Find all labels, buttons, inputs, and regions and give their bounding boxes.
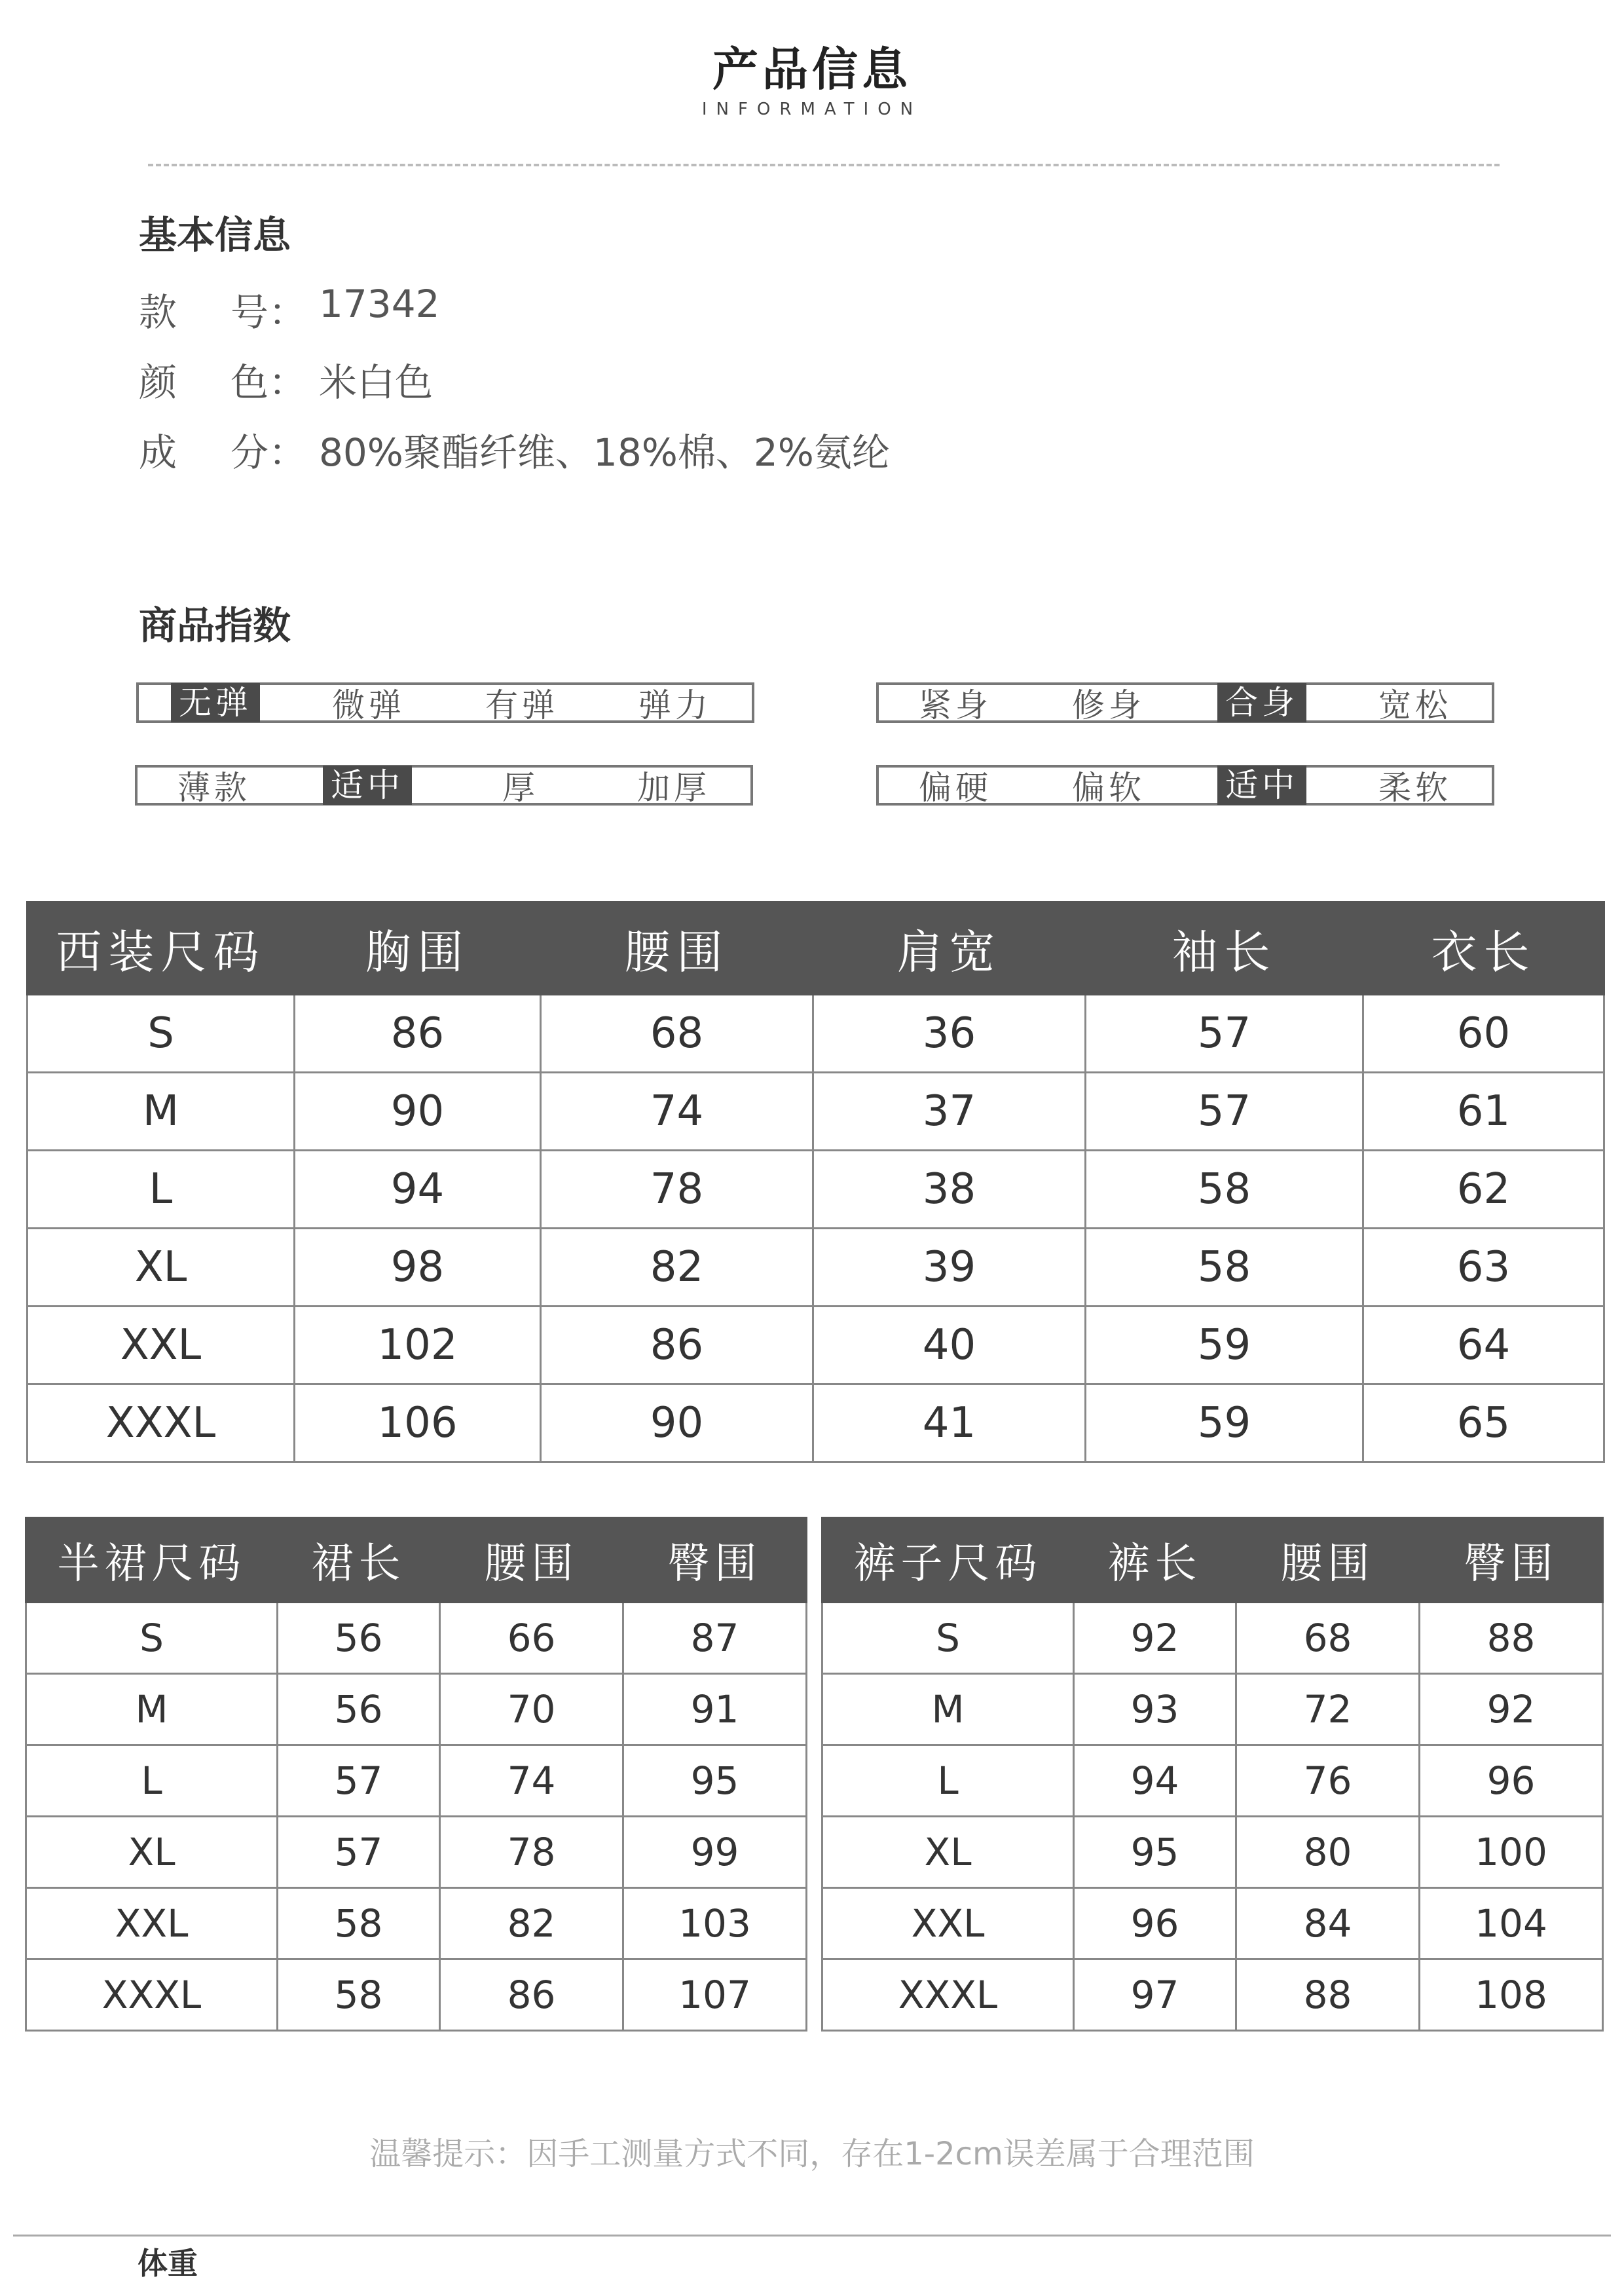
table-cell: 57 [278,1817,440,1888]
table-row [26,1817,807,1888]
table-cell: 56 [278,1603,440,1674]
table-cell: 57 [1086,995,1363,1073]
pants-size-table [821,1517,1604,2032]
info-row-composition [139,422,890,477]
info-value-color: 米白色 [319,360,434,405]
table-cell: 68 [541,995,813,1073]
table-cell: 40 [813,1307,1086,1384]
table-cell: 88 [1420,1603,1603,1674]
table-cell: XL [26,1817,278,1888]
table-cell: 108 [1420,1959,1603,2031]
table-cell: 72 [1236,1674,1420,1745]
fit-option: 紧身 [919,686,992,724]
page-subtitle: INFORMATION [701,100,923,119]
info-value-composition: 80%聚酯纤维、18%棉、2%氨纶 [319,430,890,475]
column-header: 裤长 [1074,1518,1236,1603]
table-cell: 64 [1363,1307,1604,1384]
column-header: 胸围 [295,902,541,995]
table-cell: M [822,1674,1074,1745]
thickness-option-selected: 适中 [291,768,444,803]
table-cell: 59 [1086,1307,1363,1384]
table-cell: 65 [1363,1384,1604,1462]
page-title: 产品信息 [712,43,912,96]
table-cell: 58 [278,1888,440,1959]
table-cell: XXL [26,1888,278,1959]
table-cell: 59 [1086,1384,1363,1462]
suit-size-table [26,901,1605,1463]
fit-scale [876,682,1494,723]
table-cell: 90 [541,1384,813,1462]
thickness-scale [135,765,753,806]
table-cell: 78 [541,1151,813,1229]
table-row [28,1384,1604,1462]
table-cell: 58 [1086,1229,1363,1307]
fit-option: 宽松 [1378,686,1452,724]
info-label: 款 号： [139,290,307,335]
table-cell: 82 [541,1229,813,1307]
table-cell: 66 [440,1603,623,1674]
table-cell: 107 [623,1959,807,2031]
table-cell: 70 [440,1674,623,1745]
table-row [28,1229,1604,1307]
fit-option-selected: 合身 [1185,685,1338,720]
table-cell: 86 [295,995,541,1073]
table-cell: 82 [440,1888,623,1959]
table-cell: 80 [1236,1817,1420,1888]
softness-option: 柔软 [1378,769,1452,807]
table-cell: M [26,1674,278,1745]
softness-option-selected: 适中 [1185,768,1338,803]
table-row [28,1307,1604,1384]
table-cell: 62 [1363,1151,1604,1229]
table-cell: 91 [623,1674,807,1745]
column-header: 肩宽 [813,902,1086,995]
table-row [26,1745,807,1817]
header-divider [148,164,1500,166]
skirt-size-table [25,1517,807,2032]
weight-label: 体重 [138,2246,198,2281]
table-cell: XL [822,1817,1074,1888]
table-cell: 56 [278,1674,440,1745]
table-cell: 95 [1074,1817,1236,1888]
column-header: 腰围 [440,1518,623,1603]
info-label: 颜 色： [139,360,307,405]
table-cell: 76 [1236,1745,1420,1817]
table-row [28,1151,1604,1229]
info-value-style: 17342 [319,282,440,326]
table-cell: 57 [1086,1073,1363,1151]
table-row [822,1817,1603,1888]
column-header: 臀围 [623,1518,807,1603]
table-row [822,1888,1603,1959]
table-header-row [28,902,1604,995]
basic-info-heading: 基本信息 [139,213,291,257]
table-cell: 106 [295,1384,541,1462]
table-cell: L [28,1151,295,1229]
table-row [822,1959,1603,2031]
column-header: 袖长 [1086,902,1363,995]
weight-table-edge [13,2235,1611,2276]
table-header-row [26,1518,807,1603]
table-cell: 95 [623,1745,807,1817]
table-cell: 58 [1086,1151,1363,1229]
table-cell: 92 [1074,1603,1236,1674]
table-cell: 68 [1236,1603,1420,1674]
table-row [28,995,1604,1073]
table-cell: 96 [1074,1888,1236,1959]
table-cell: 39 [813,1229,1086,1307]
elasticity-option: 微弹 [332,686,405,724]
table-row [26,1674,807,1745]
table-cell: 38 [813,1151,1086,1229]
elasticity-option-selected: 无弹 [139,685,292,720]
column-header: 衣长 [1363,902,1604,995]
table-cell: 103 [623,1888,807,1959]
measurement-note: 温馨提示：因手工测量方式不同，存在1-2cm误差属于合理范围 [369,2136,1255,2172]
table-cell: 86 [440,1959,623,2031]
table-cell: 60 [1363,995,1604,1073]
table-cell: 41 [813,1384,1086,1462]
table-cell: XXXL [26,1959,278,2031]
table-cell: 94 [295,1151,541,1229]
table-cell: 61 [1363,1073,1604,1151]
table-row [822,1745,1603,1817]
table-row [822,1674,1603,1745]
table-row [26,1888,807,1959]
table-cell: XXL [28,1307,295,1384]
column-header: 腰围 [1236,1518,1420,1603]
table-cell: XXXL [28,1384,295,1462]
table-cell: XXL [822,1888,1074,1959]
table-cell: L [26,1745,278,1817]
table-row [26,1603,807,1674]
column-header: 西装尺码 [28,902,295,995]
table-cell: 74 [440,1745,623,1817]
table-header-row [822,1518,1603,1603]
table-cell: 36 [813,995,1086,1073]
table-cell: 63 [1363,1229,1604,1307]
table-cell: 57 [278,1745,440,1817]
column-header: 臀围 [1420,1518,1603,1603]
softness-option: 偏硬 [919,769,992,807]
column-header: 裤子尺码 [822,1518,1074,1603]
table-cell: 100 [1420,1817,1603,1888]
table-cell: 102 [295,1307,541,1384]
table-cell: 96 [1420,1745,1603,1817]
info-label: 成 分： [139,430,307,475]
table-cell: 97 [1074,1959,1236,2031]
table-cell: M [28,1073,295,1151]
table-cell: XXXL [822,1959,1074,2031]
table-cell: 74 [541,1073,813,1151]
table-cell: 78 [440,1817,623,1888]
column-header: 腰围 [541,902,813,995]
table-row [822,1603,1603,1674]
table-cell: 86 [541,1307,813,1384]
table-cell: S [822,1603,1074,1674]
table-cell: 99 [623,1817,807,1888]
elasticity-scale [136,682,754,723]
product-index-heading: 商品指数 [139,603,291,648]
table-cell: 98 [295,1229,541,1307]
softness-scale [876,765,1494,806]
table-cell: 93 [1074,1674,1236,1745]
thickness-option: 加厚 [637,769,710,807]
table-cell: S [28,995,295,1073]
table-cell: XL [28,1229,295,1307]
thickness-option: 厚 [502,769,539,807]
table-cell: S [26,1603,278,1674]
table-cell: 92 [1420,1674,1603,1745]
table-cell: 58 [278,1959,440,2031]
table-cell: 94 [1074,1745,1236,1817]
fit-option: 修身 [1072,686,1145,724]
table-cell: 88 [1236,1959,1420,2031]
table-row [26,1959,807,2031]
table-cell: L [822,1745,1074,1817]
elasticity-option: 有弹 [485,686,559,724]
table-row [28,1073,1604,1151]
column-header: 半裙尺码 [26,1518,278,1603]
info-row-style [139,282,440,337]
elasticity-option: 弹力 [638,686,712,724]
table-cell: 37 [813,1073,1086,1151]
info-row-color [139,352,433,407]
table-cell: 90 [295,1073,541,1151]
column-header: 裙长 [278,1518,440,1603]
table-cell: 87 [623,1603,807,1674]
table-cell: 84 [1236,1888,1420,1959]
softness-option: 偏软 [1072,769,1145,807]
table-cell: 104 [1420,1888,1603,1959]
thickness-option: 薄款 [177,769,251,807]
